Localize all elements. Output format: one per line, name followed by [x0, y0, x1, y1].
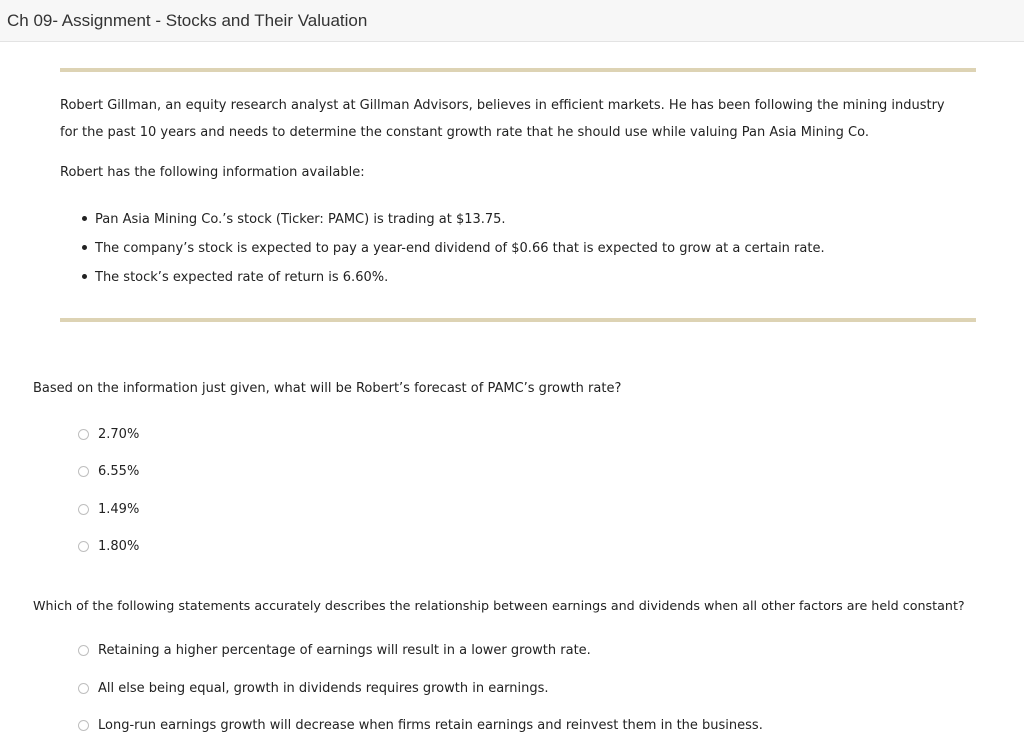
question-1-option-3[interactable]	[78, 501, 139, 518]
option-label: All else being equal, growth in dividends requires growth in earnings.	[98, 681, 549, 696]
top-divider	[60, 68, 976, 72]
bullet-dot-icon	[82, 245, 87, 250]
option-label: Retaining a higher percentage of earnings will result in a lower growth rate.	[98, 643, 591, 658]
info-bullet	[81, 269, 388, 286]
assignment-title: Ch 09- Assignment - Stocks and Their Valuation	[7, 11, 368, 30]
radio-button-icon[interactable]	[78, 504, 89, 515]
radio-button-icon[interactable]	[78, 720, 89, 731]
scenario-paragraph-line-2: for the past 10 years and needs to determine the constant growth rate that he should use while valuing Pan Asia Mining Co.	[60, 125, 869, 140]
bullet-dot-icon	[82, 274, 87, 279]
question-2-option-2[interactable]	[78, 680, 549, 697]
question-1-prompt: Based on the information just given, what will be Robert’s forecast of PAMC’s growth rate?	[33, 381, 622, 396]
radio-button-icon[interactable]	[78, 429, 89, 440]
info-intro: Robert has the following information available:	[60, 165, 365, 180]
option-label: 2.70%	[98, 427, 140, 442]
option-label: Long-run earnings growth will decrease when firms retain earnings and reinvest them in the business.	[98, 718, 763, 733]
question-1-option-2[interactable]	[78, 463, 139, 480]
bottom-divider	[60, 318, 976, 322]
radio-button-icon[interactable]	[78, 683, 89, 694]
assignment-header	[0, 0, 1024, 42]
option-label: 1.49%	[98, 502, 140, 517]
question-2-option-1[interactable]	[78, 642, 591, 659]
option-label: 6.55%	[98, 464, 140, 479]
radio-button-icon[interactable]	[78, 645, 89, 656]
radio-button-icon[interactable]	[78, 541, 89, 552]
scenario-paragraph-line-1: Robert Gillman, an equity research analyst at Gillman Advisors, believes in efficient markets. He has been following the mining industry	[60, 98, 945, 113]
question-1-option-1[interactable]	[78, 426, 139, 443]
question-2-option-3[interactable]	[78, 717, 763, 734]
option-label: 1.80%	[98, 539, 140, 554]
question-1-option-4[interactable]	[78, 538, 139, 555]
info-bullet	[81, 211, 506, 228]
bullet-text: Pan Asia Mining Co.’s stock (Ticker: PAMC) is trading at $13.75.	[95, 212, 506, 227]
radio-button-icon[interactable]	[78, 466, 89, 477]
info-bullet	[81, 240, 825, 257]
question-2-prompt: Which of the following statements accurately describes the relationship between earnings and dividends when all other factors are held constant?	[33, 598, 965, 613]
bullet-text: The stock’s expected rate of return is 6.60%.	[95, 270, 389, 285]
bullet-text: The company’s stock is expected to pay a year-end dividend of $0.66 that is expected to grow at a certain rate.	[95, 241, 825, 256]
bullet-dot-icon	[82, 216, 87, 221]
